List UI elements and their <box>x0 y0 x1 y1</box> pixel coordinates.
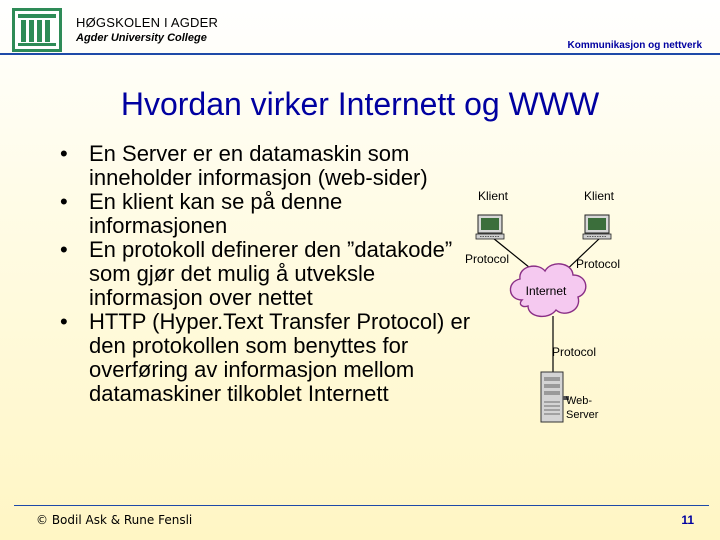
org-name-english: Agder University College <box>76 32 207 44</box>
internet-label: Internet <box>525 284 567 298</box>
bullet-text: En protokoll definerer den ”datakode” som gjør det mulig å utveksle informasjon over nettet <box>89 237 453 310</box>
bullet-icon: • <box>60 189 68 214</box>
server-label-line2: Server <box>566 409 599 421</box>
client-computer-right-icon <box>583 215 611 239</box>
web-server-icon <box>541 372 569 422</box>
protocol-bottom-label: Protocol <box>552 345 597 359</box>
protocol-right-label: Protocol <box>576 257 621 271</box>
bullet-icon: • <box>60 141 68 166</box>
bullet-text: En Server er en datamaskin som inneholder informasjon (web-sider) <box>89 141 428 190</box>
protocol-left-label: Protocol <box>465 252 510 266</box>
course-name: Kommunikasjon og nettverk <box>567 40 702 51</box>
client-right-label: Klient <box>583 189 615 203</box>
client-left-label: Klient <box>477 189 509 203</box>
bullet-icon: • <box>60 309 68 334</box>
page-number: 11 <box>681 513 694 527</box>
bullet-text: En klient kan se på denne informasjonen <box>89 189 343 238</box>
slide-title: Hvordan virker Internett og WWW <box>120 86 600 122</box>
client-computer-left-icon <box>476 215 504 239</box>
server-label-line1: Web- <box>566 395 593 407</box>
copyright-text: © Bodil Ask & Rune Fensli <box>36 513 193 527</box>
bullet-icon: • <box>60 237 68 262</box>
footer-divider <box>14 505 709 506</box>
bullet-text: HTTP (Hyper.Text Transfer Protocol) er den protokollen som benyttes for overføring av informasjon mellom datamaskiner tilkoblet Internett <box>89 309 471 406</box>
org-name: HØGSKOLEN I AGDER <box>76 15 219 30</box>
